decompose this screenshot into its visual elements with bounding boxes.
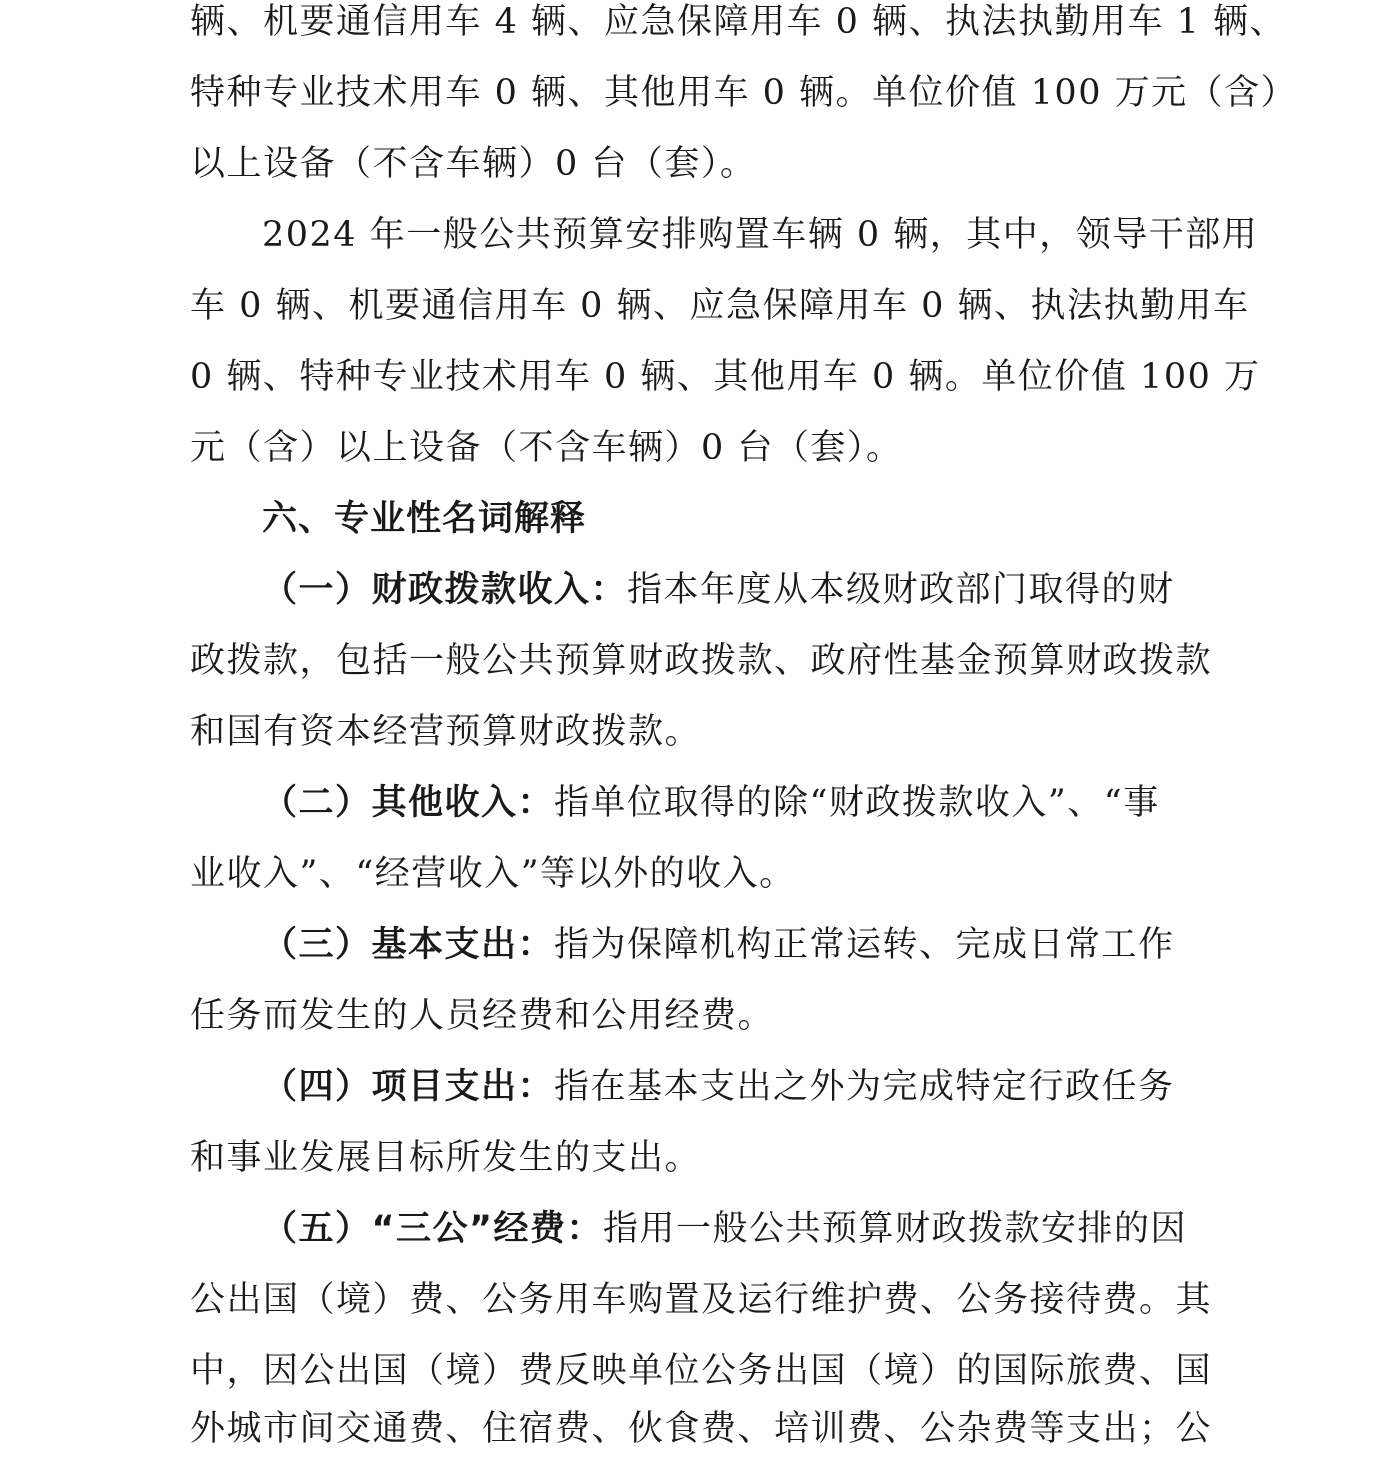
- paragraph-line: 元（含）以上设备（不含车辆）0 台（套）。: [190, 428, 903, 468]
- paragraph-line: 业收入”、“经营收入”等以外的收入。: [190, 854, 796, 894]
- definition-text: 指单位取得的除“财政拨款收入”、“事: [554, 783, 1160, 823]
- paragraph-line: 任务而发生的人员经费和公用经费。: [190, 996, 775, 1036]
- paragraph-line: 外城市间交通费、住宿费、伙食费、培训费、公杂费等支出；公: [190, 1409, 1213, 1449]
- definition-first-line: [262, 775, 1230, 831]
- paragraph-line: 和国有资本经营预算财政拨款。: [190, 712, 702, 752]
- paragraph-line: 以上设备（不含车辆）0 台（套）。: [190, 144, 757, 184]
- term-label: （三）基本支出：: [262, 925, 555, 965]
- term-label: （四）项目支出：: [262, 1067, 555, 1107]
- paragraph-line: 和事业发展目标所发生的支出。: [190, 1138, 702, 1178]
- definition-first-line: [262, 1059, 1230, 1115]
- paragraph-line: 特种专业技术用车 0 辆、其他用车 0 辆。单位价值 100 万元（含）: [190, 73, 1298, 113]
- definition-first-line: [262, 1201, 1230, 1257]
- definition-text: 指在基本支出之外为完成特定行政任务: [554, 1067, 1175, 1107]
- paragraph-line: 公出国（境）费、公务用车购置及运行维护费、公务接待费。其: [190, 1280, 1213, 1320]
- definition-text: 指用一般公共预算财政拨款安排的因: [603, 1209, 1188, 1249]
- paragraph-line: 政拨款，包括一般公共预算财政拨款、政府性基金预算财政拨款: [190, 641, 1213, 681]
- paragraph-line: 中，因公出国（境）费反映单位公务出国（境）的国际旅费、国: [190, 1351, 1213, 1391]
- paragraph-line: 车 0 辆、机要通信用车 0 辆、应急保障用车 0 辆、执法执勤用车: [190, 286, 1250, 326]
- term-label: （二）其他收入：: [262, 783, 555, 823]
- paragraph-line: 0 辆、特种专业技术用车 0 辆、其他用车 0 辆。单位价值 100 万: [190, 357, 1261, 397]
- paragraph-line: 2024 年一般公共预算安排购置车辆 0 辆，其中，领导干部用: [262, 215, 1259, 255]
- definition-first-line: [262, 562, 1230, 618]
- term-label: （一）财政拨款收入：: [262, 570, 628, 610]
- definition-first-line: [262, 917, 1230, 973]
- definition-text: 指为保障机构正常运转、完成日常工作: [554, 925, 1175, 965]
- definition-text: 指本年度从本级财政部门取得的财: [627, 570, 1175, 610]
- term-label: （五）“三公”经费：: [262, 1209, 604, 1249]
- section-heading: 六、专业性名词解释: [262, 499, 587, 539]
- paragraph-line: 辆、机要通信用车 4 辆、应急保障用车 0 辆、执法执勤用车 1 辆、: [190, 2, 1287, 42]
